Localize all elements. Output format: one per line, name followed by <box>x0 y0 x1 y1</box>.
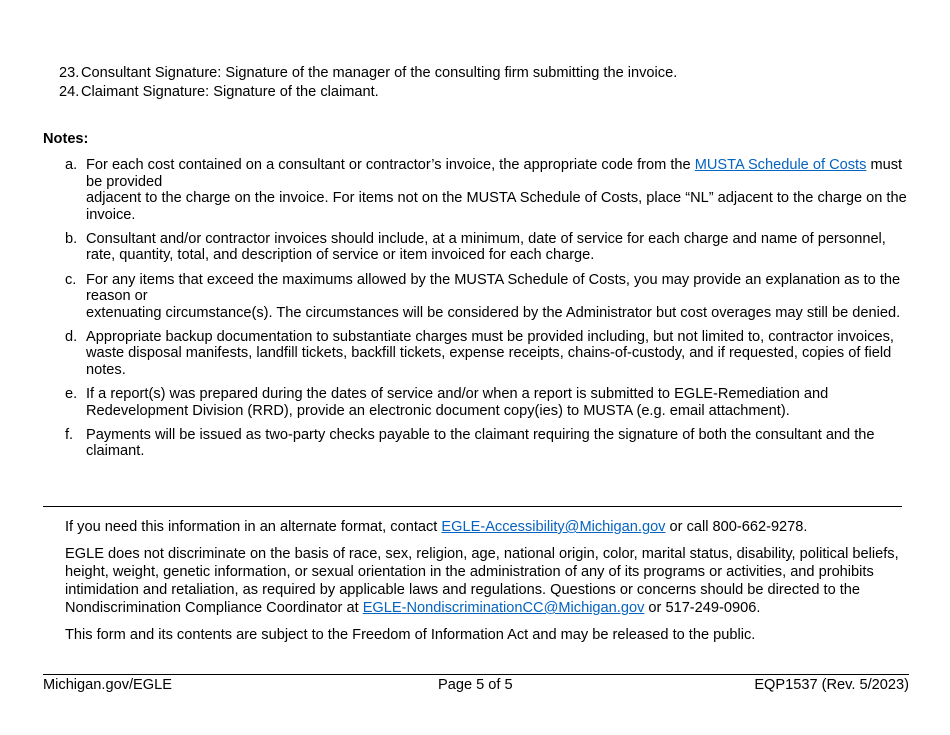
notice-text: or call 800-662-9278. <box>665 519 808 535</box>
nondiscrimination-email-link[interactable]: EGLE-NondiscriminationCC@Michigan.gov <box>362 600 645 616</box>
note-text <box>86 157 910 223</box>
form-id: EQP1537 (Rev. 5/2023) <box>754 677 909 693</box>
note-text: If a report(s) was prepared during the dates of service and/or when a report is submitted to EGLE-Remediation and Redevelopment Division (RRD), provide an electronic document copy(ies) to MUSTA (e.g. email attachment). <box>86 386 829 419</box>
accessibility-email-link[interactable]: EGLE-Accessibility@Michigan.gov <box>441 519 666 535</box>
note-text-segment: For any items that exceed the maximums allowed by the MUSTA Schedule of Costs, you may provide an explanation as to the reason or <box>86 271 901 305</box>
nondiscrimination-notice <box>65 545 905 617</box>
note-letter: a. <box>65 157 78 173</box>
musta-schedule-link[interactable]: MUSTA Schedule of Costs <box>694 157 867 173</box>
footer-divider <box>43 674 909 675</box>
item-number: 24. <box>59 84 80 100</box>
page-footer <box>43 676 909 696</box>
notes-list <box>65 157 910 468</box>
note-letter: f. <box>65 426 74 443</box>
note-letter: e. <box>65 386 78 403</box>
note-letter: d. <box>65 328 78 345</box>
notes-heading: Notes: <box>43 131 89 147</box>
note-text-segment: must be provided <box>86 157 903 190</box>
accessibility-notice <box>65 518 905 653</box>
note-letter: b. <box>65 230 78 247</box>
foia-notice: This form and its contents are subject to the Freedom of Information Act and may be released to the public. <box>65 627 756 643</box>
note-d <box>65 329 910 379</box>
note-text <box>86 272 910 322</box>
note-text-segment: extenuating circumstance(s). The circumstances will be considered by the Administrator but cost overages may still be denied. <box>86 304 901 321</box>
footer-website: Michigan.gov/EGLE <box>43 677 172 693</box>
page-number: Page 5 of 5 <box>438 677 513 693</box>
note-a <box>65 157 910 223</box>
note-b <box>65 231 910 264</box>
notice-text: or 517-249-0906. <box>644 600 761 616</box>
notice-text: EGLE does not discriminate on the basis of race, sex, religion, age, national origin, color, marital status, disability, political beliefs, height, weight, genetic information, or sexual orientation in the administration of any of its programs or activities, and prohibits intimidation and retaliation, as required by applicable laws and regulations. Questions or concerns should be directed to the Nondiscrimination Compliance Coordinator at <box>65 546 899 616</box>
alt-format-notice <box>65 518 905 536</box>
note-text: Appropriate backup documentation to substantiate charges must be provided including, but not limited to, contractor invoices, waste disposal manifests, landfill tickets, backfill tickets, expense receipts, chains-of-custody, and if requested, copies of field notes. <box>86 328 894 379</box>
note-text-segment: For each cost contained on a consultant or contractor’s invoice, the appropriate code from the <box>86 157 695 173</box>
notice-text: If you need this information in an alternate format, contact <box>65 519 442 535</box>
list-item <box>59 64 919 83</box>
note-text: Payments will be issued as two-party checks payable to the claimant requiring the signature of both the consultant and the claimant. <box>86 426 875 460</box>
item-text: Consultant Signature: Signature of the manager of the consulting firm submitting the invoice. <box>81 65 678 81</box>
list-item <box>59 83 919 102</box>
numbered-list <box>59 64 919 102</box>
note-c <box>65 272 910 322</box>
note-f <box>65 427 910 460</box>
note-letter: c. <box>65 271 77 288</box>
item-text: Claimant Signature: Signature of the claimant. <box>81 84 379 100</box>
note-text: Consultant and/or contractor invoices should include, at a minimum, date of service for each charge and name of personnel, rate, quantity, total, and description of service or item invoiced for each charge. <box>86 230 886 264</box>
note-e <box>65 386 910 419</box>
item-number: 23. <box>59 65 80 81</box>
note-text-segment: adjacent to the charge on the invoice. For items not on the MUSTA Schedule of Costs, place “NL” adjacent to the charge on the invoice. <box>86 190 907 223</box>
section-divider <box>43 506 902 507</box>
